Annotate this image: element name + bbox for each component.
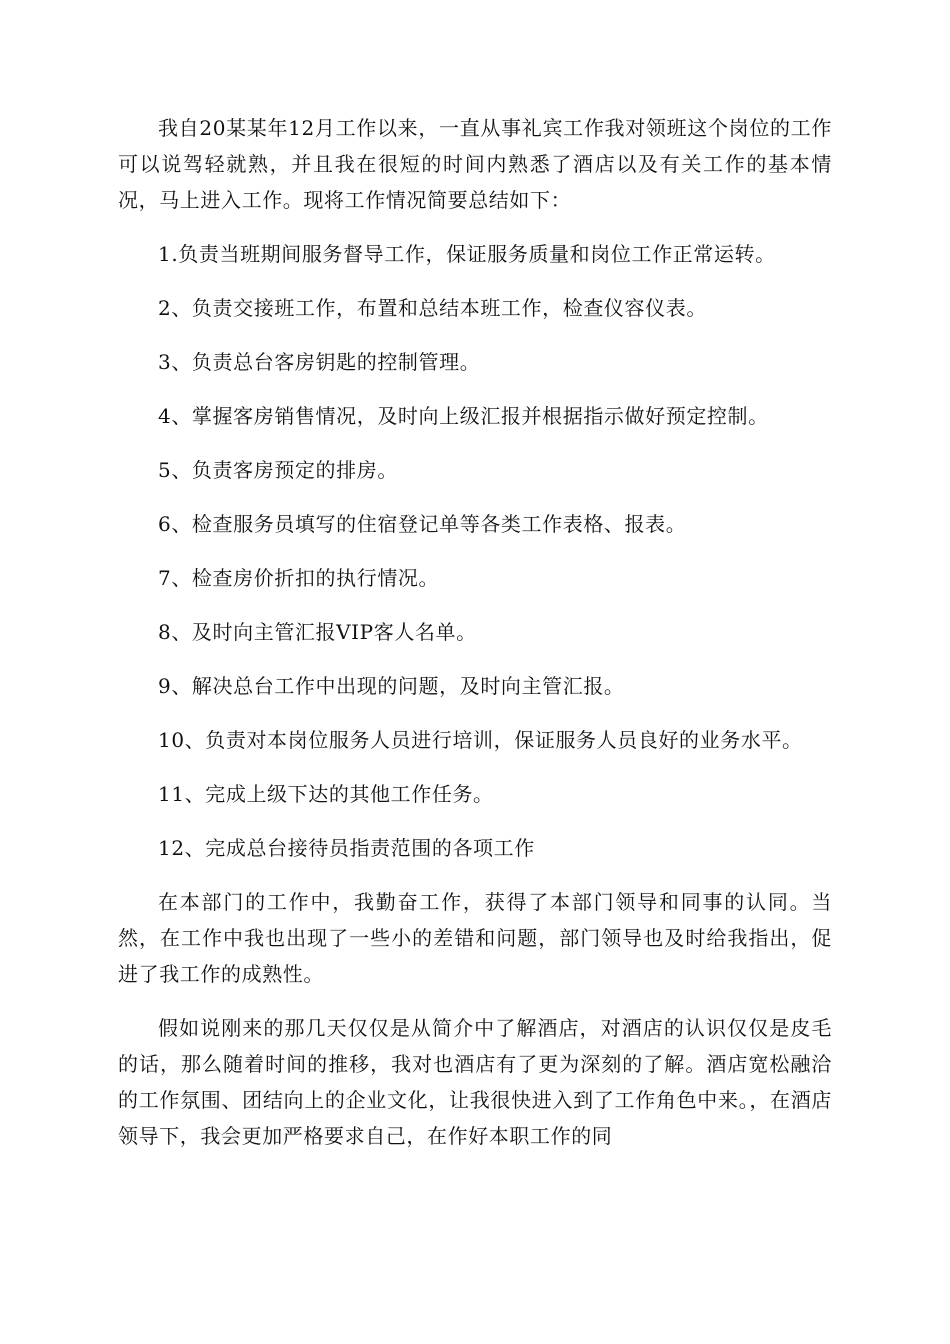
reflection-paragraph: 在本部门的工作中，我勤奋工作，获得了本部门领导和同事的认同。当然，在工作中我也出现了一些小的差错和问题，部门领导也及时给我指出，促进了我工作的成熟性。 bbox=[118, 890, 832, 986]
duty-item-3: 3、负责总台客房钥匙的控制管理。 bbox=[158, 350, 481, 374]
intro-paragraph: 我自20某某年12月工作以来，一直从事礼宾工作我对领班这个岗位的工作可以说驾轻就熟，并且我在很短的时间内熟悉了酒店以及有关工作的基本情况，马上进入工作。现将工作情况简要总结如下： bbox=[118, 116, 832, 212]
duty-item-9: 9、解决总台工作中出现的问题，及时向主管汇报。 bbox=[158, 674, 625, 698]
duty-item-6: 6、检查服务员填写的住宿登记单等各类工作表格、报表。 bbox=[158, 512, 687, 536]
duty-item-11: 11、完成上级下达的其他工作任务。 bbox=[158, 782, 494, 806]
duty-item-12: 12、完成总台接待员指责范围的各项工作 bbox=[158, 836, 535, 860]
duty-item-1: 1.负责当班期间服务督导工作，保证服务质量和岗位工作正常运转。 bbox=[158, 242, 776, 266]
duty-item-10: 10、负责对本岗位服务人员进行培训，保证服务人员良好的业务水平。 bbox=[158, 728, 803, 752]
duty-item-7: 7、检查房价折扣的执行情况。 bbox=[158, 566, 440, 590]
duty-item-2: 2、负责交接班工作，布置和总结本班工作，检查仪容仪表。 bbox=[158, 296, 707, 320]
duty-item-5: 5、负责客房预定的排房。 bbox=[158, 458, 398, 482]
duty-item-8: 8、及时向主管汇报VIP客人名单。 bbox=[158, 620, 477, 644]
closing-paragraph: 假如说刚来的那几天仅仅是从简介中了解酒店，对酒店的认识仅仅是皮毛的话，那么随着时间的推移，我对也酒店有了更为深刻的了解。酒店宽松融洽的工作氛围、团结向上的企业文化，让我很快进入到了工作角色中来。，在酒店领导下，我会更加严格要求自己，在作好本职工作的同 bbox=[118, 1016, 832, 1148]
duty-item-4: 4、掌握客房销售情况，及时向上级汇报并根据指示做好预定控制。 bbox=[158, 404, 769, 428]
